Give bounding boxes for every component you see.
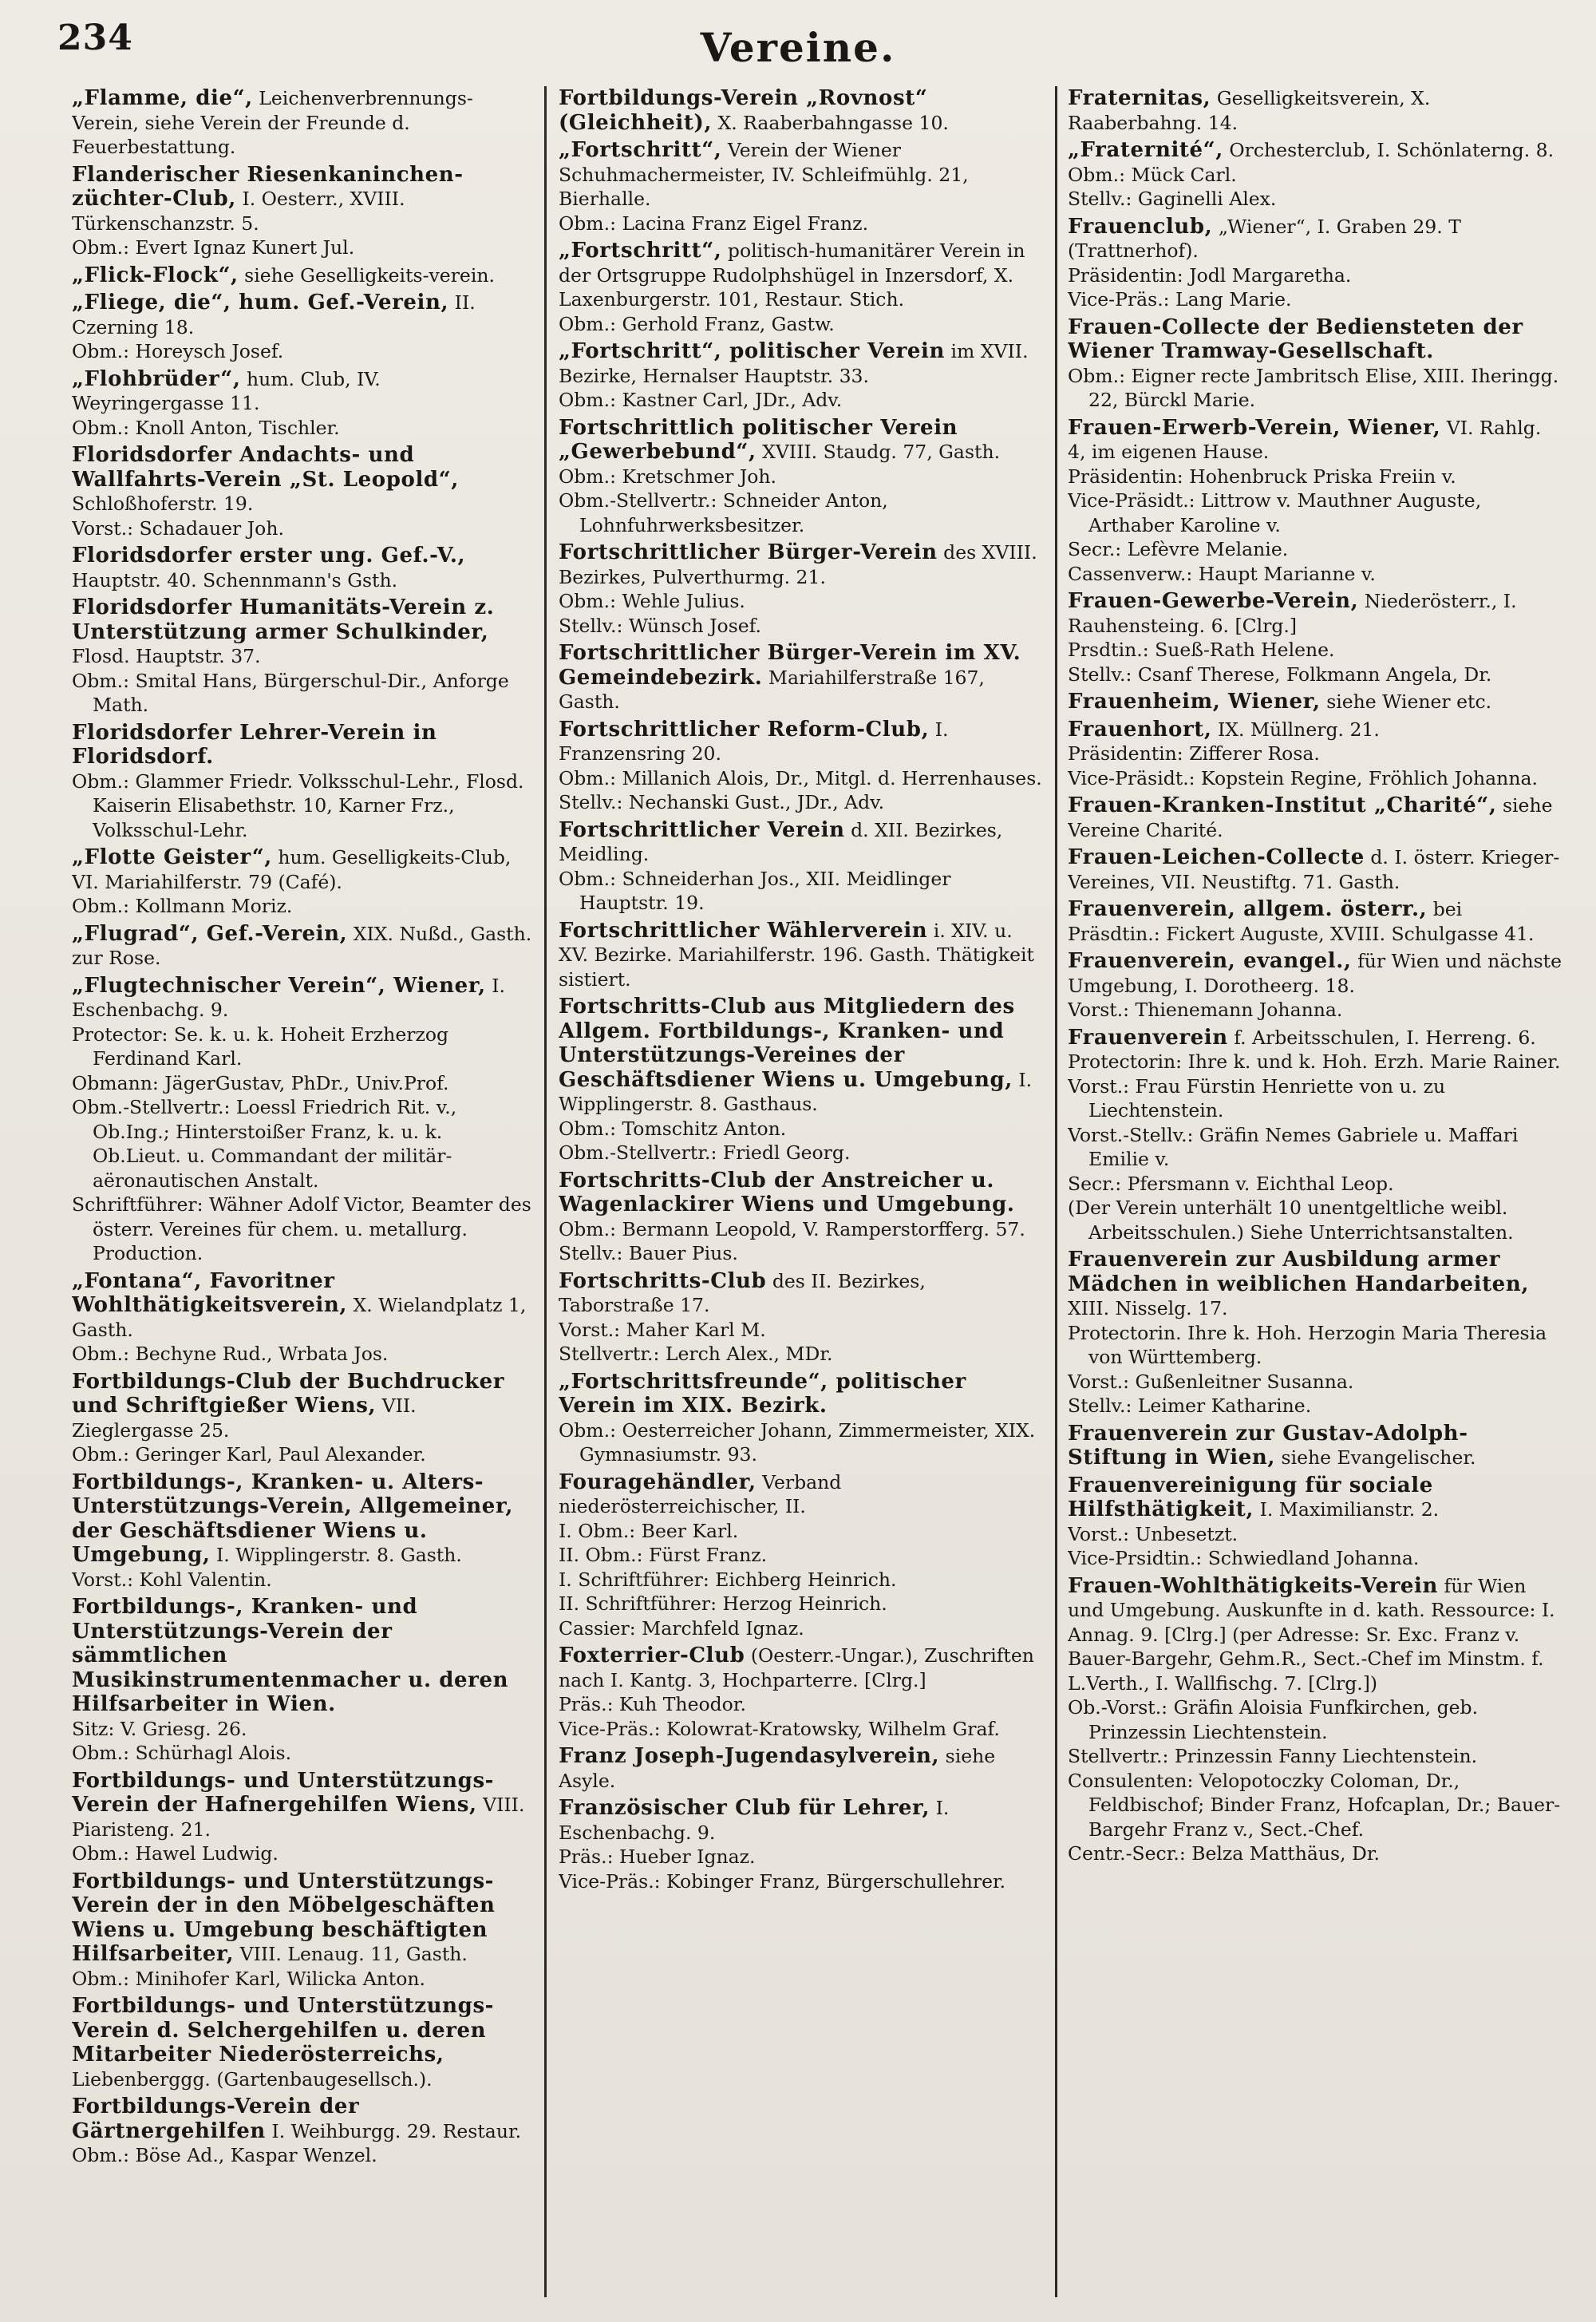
- entry-title: Fortschritts-Club: [559, 1268, 767, 1293]
- entry-title: Fortschrittlicher Verein: [559, 817, 845, 842]
- directory-entry: [1068, 315, 1562, 413]
- entry-officer-line: Vorst.: Unbesetzt.: [1068, 1522, 1238, 1545]
- entry-officer-line: Vorst.: Frau Fürstin Henriette von u. zu Liechtenstein.: [1068, 1074, 1446, 1121]
- entry-address: I. Weihburgg. 29. Restaur.: [271, 2119, 522, 2142]
- entry-officer-line: Obm.-Stellvertr.: Friedl Georg.: [559, 1141, 851, 1164]
- entry-officer-line: Protectorin: Ihre k. und k. Hoh. Erzh. Marie Rainer.: [1068, 1050, 1561, 1073]
- directory-entry: [72, 1370, 535, 1467]
- directory-entry: [1068, 1248, 1562, 1418]
- entry-title: Frauen-Wohlthätigkeits-Verein: [1068, 1573, 1439, 1598]
- entry-address: im XVII. Bezirke, Hernalser Hauptstr. 33.: [559, 340, 1029, 387]
- directory-entry: [559, 1470, 1045, 1641]
- entry-title: Fortbildungs-, Kranken- und Unterstützungs-Verein der sämmtlichen Musikinstrumentenmacher u. deren Hilfsarbeiter in Wien.: [72, 1595, 509, 1716]
- entry-address: I. Eschenbachg. 9.: [72, 974, 506, 1021]
- entry-title: Fortschrittlicher Reform-Club,: [559, 717, 930, 742]
- column-2: [559, 86, 1045, 2305]
- column-divider: [544, 86, 547, 2297]
- directory-entry: [72, 291, 535, 364]
- entry-title: „Flugrad“, Gef.-Verein,: [72, 921, 348, 946]
- directory-entry: [72, 845, 535, 919]
- entry-address: I. Oesterr., XVIII. Türkenschanzstr. 5.: [72, 188, 405, 235]
- column-1: [72, 86, 535, 2305]
- entry-title: Frauen-Kranken-Institut „Charité“,: [1068, 793, 1497, 817]
- entry-officer-line: Vorst.-Stellv.: Gräfin Nemes Gabriele u. Maffari Emilie v.: [1068, 1123, 1519, 1170]
- entry-address: VII. Zieglergasse 25.: [72, 1394, 417, 1442]
- entry-address: Schloßhoferstr. 19.: [72, 492, 254, 515]
- entry-title: Frauenverein zur Gustav-Adolph-Stiftung in Wien,: [1068, 1421, 1468, 1470]
- entry-title: Fortbildungs- und Unterstützungs-Verein d. Selchergehilfen u. deren Mitarbeiter Niederösterreichs,: [72, 1994, 495, 2067]
- entry-title: Fortbildungs-, Kranken- u. Alters-Unterstützungs-Verein, Allgemeiner, der Geschäftsdiener Wiens u. Umgebung,: [72, 1470, 514, 1567]
- entry-officer-line: Schriftführer: Wähner Adolf Victor, Beamter des österr. Vereines für chem. u. metallurg. Production.: [72, 1193, 531, 1264]
- entry-title: Franz Joseph-Jugendasylverein,: [559, 1744, 940, 1768]
- directory-entry: [559, 818, 1045, 916]
- entry-title: Fortschritts-Club der Anstreicher u. Wagenlackirer Wiens und Umgebung.: [559, 1168, 1015, 1216]
- entry-title: Foxterrier-Club: [559, 1644, 745, 1667]
- entry-title: Fraternitas,: [1068, 86, 1211, 110]
- directory-entry: [1068, 1026, 1562, 1245]
- entry-address: VIII. Piaristeng. 21.: [72, 1794, 525, 1841]
- entry-address: hum. Club, IV. Weyringergasse 11.: [72, 367, 381, 414]
- directory-entry: [559, 1796, 1045, 1893]
- entry-title: Floridsdorfer Humanitäts-Verein z. Unterstützung armer Schulkinder,: [72, 595, 495, 644]
- entry-title: Fortschrittlicher Wählerverein: [559, 918, 928, 943]
- directory-entry: [559, 919, 1045, 992]
- entry-officer-line: Obm.: Bermann Leopold, V. Ramperstorfferg. 57.: [559, 1217, 1025, 1240]
- entry-officer-line: Obm.: Geringer Karl, Paul Alexander.: [72, 1443, 426, 1466]
- entry-address: siehe Evangelischer.: [1281, 1446, 1476, 1469]
- entry-officer-line: Obm.: Glammer Friedr. Volksschul-Lehr., Flosd. Kaiserin Elisabethstr. 10, Karner Frz., Volksschul-Lehr.: [72, 769, 524, 841]
- entry-title: „Flotte Geister“,: [72, 845, 272, 869]
- directory-entry: [72, 1470, 535, 1592]
- entry-title: Floridsdorfer erster ung. Gef.-V.,: [72, 544, 466, 568]
- entry-title: Fouragehändler,: [559, 1470, 757, 1494]
- entry-address: siehe Wiener etc.: [1326, 690, 1492, 713]
- entry-officer-line: Obm.: Kollmann Moriz.: [72, 895, 293, 917]
- directory-entry: [1068, 949, 1562, 1023]
- directory-entry: [559, 641, 1045, 714]
- page-header: Vereine.: [700, 24, 896, 71]
- directory-entry: [1068, 690, 1562, 714]
- entry-title: „Fontana“, Favoritner Wohlthätigkeitsverein,: [72, 1268, 348, 1317]
- entry-address: „Wiener“, I. Graben 29. T (Trattnerhof).: [1068, 215, 1461, 262]
- entry-title: Fortbildungs- und Unterstützungs-Verein der in den Möbelgeschäften Wiens u. Umgebung beschäftigten Hilfsarbeiter,: [72, 1869, 496, 1966]
- entry-officer-line: Präsidentin: Jodl Margaretha.: [1068, 263, 1352, 287]
- entry-address: Orchesterclub, I. Schönlaterng. 8.: [1229, 139, 1555, 161]
- entry-officer-line: Obm.: Kastner Carl, JDr., Adv.: [559, 389, 843, 411]
- entry-title: Fortschrittlicher Bürger-Verein: [559, 540, 938, 564]
- entry-address: (Oesterr.-Ungar.), Zuschriften nach I. Kantg. 3, Hochparterre. [Clrg.]: [559, 1644, 1034, 1691]
- entry-officer-line: Obm.: Tomschitz Anton.: [559, 1117, 787, 1140]
- entry-officer-line: Obm.-Stellvertr.: Schneider Anton, Lohnfuhrwerksbesitzer.: [559, 489, 888, 536]
- entry-address: XIII. Nisselg. 17.: [1068, 1297, 1228, 1319]
- entry-address: Verband niederösterreichischer, II.: [559, 1470, 842, 1517]
- entry-officer-line: Stellv.: Wünsch Josef.: [559, 614, 761, 637]
- entry-title: Fortschrittlicher Bürger-Verein im XV. Gemeindebezirk.: [559, 641, 1021, 690]
- entry-officer-line: Protectorin. Ihre k. Hoh. Herzogin Maria Theresia von Württemberg.: [1068, 1321, 1547, 1368]
- entry-officer-line: Stellv.: Leimer Katharine.: [1068, 1394, 1312, 1417]
- directory-entry: [559, 718, 1045, 815]
- entry-officer-line: Obm.: Knoll Anton, Tischler.: [72, 416, 340, 439]
- entry-title: Fortbildungs- und Unterstützungs-Verein der Hafnergehilfen Wiens,: [72, 1768, 495, 1817]
- entry-title: Frauenvereinigung für sociale Hilfsthätigkeit,: [1068, 1473, 1433, 1521]
- entry-officer-line: Obm.: Schürhagl Alois.: [72, 1742, 292, 1764]
- directory-entry: [559, 1370, 1045, 1467]
- entry-officer-line: Präs.: Hueber Ignaz.: [559, 1845, 756, 1868]
- entry-title: „Flugtechnischer Verein“, Wiener,: [72, 973, 486, 998]
- directory-entry: [1068, 718, 1562, 791]
- entry-officer-line: Obm.-Stellvertr.: Loessl Friedrich Rit. v., Ob.Ing.; Hinterstoißer Franz, k. u. k. Ob.Lieut. u. Commandant der militär-aëronautischen Anstalt.: [72, 1096, 457, 1192]
- entry-title: Frauen-Leichen-Collecte: [1068, 845, 1365, 869]
- entry-officer-line: I. Obm.: Beer Karl.: [559, 1519, 739, 1542]
- entry-title: „Flamme, die“,: [72, 86, 253, 110]
- entry-address: Leichenverbrennungs-Verein, siehe Verein der Freunde d. Feuerbestattung.: [72, 87, 473, 158]
- entry-officer-line: Vorst.: Schadauer Joh.: [72, 516, 284, 540]
- entry-address: X. Raaberbahngasse 10.: [717, 111, 949, 134]
- entry-officer-line: Vice-Prsidtin.: Schwiedland Johanna.: [1068, 1547, 1420, 1569]
- page-number: 234: [57, 18, 133, 58]
- entry-address: für Wien und nächste Umgebung, I. Dorotheerg. 18.: [1068, 950, 1562, 997]
- entry-title: Fortschrittlich politischer Verein „Gewerbebund“,: [559, 415, 958, 464]
- entry-address: für Wien und Umgebung. Auskunfte in d. kath. Ressource: I. Annag. 9. [Clrg.] (per Adresse: Sr. Exc. Franz v. Bauer-Bargehr, Gehm.R., Sect.-Chef im Minstm. f. L.Verth., I. Wallfischg. 7. [Clrg.]): [1068, 1574, 1555, 1695]
- directory-entry: [1068, 1574, 1562, 1866]
- entry-officer-line: Vice-Präs.: Kolowrat-Kratowsky, Wilhelm Graf.: [559, 1717, 1000, 1740]
- directory-entry: [72, 974, 535, 1266]
- entry-officer-line: Obm.: Hawel Ludwig.: [72, 1842, 279, 1865]
- entry-officer-line: Obm.: Gerhold Franz, Gastw.: [559, 312, 835, 335]
- entry-address: politisch-humanitärer Verein in der Ortsgruppe Rudolphshügel in Inzersdorf, X. Laxenburgerstr. 101, Restaur. Stich.: [559, 239, 1025, 311]
- entry-address: i. XIV. u. XV. Bezirke. Mariahilferstr. 196. Gasth. Thätigkeit sistiert.: [559, 919, 1034, 991]
- directory-entry: [72, 1869, 535, 1992]
- entry-address: XIX. Nußd., Gasth. zur Rose.: [72, 922, 532, 969]
- entry-title: Fortbildungs-Verein „Rovnost“ (Gleichheit),: [559, 86, 928, 135]
- directory-entry: [559, 995, 1045, 1165]
- entry-officer-line: Stellv.: Nechanski Gust., JDr., Adv.: [559, 791, 885, 813]
- directory-entry: [72, 367, 535, 441]
- directory-entry: [1068, 86, 1562, 135]
- entry-title: Frauen-Erwerb-Verein, Wiener,: [1068, 415, 1441, 440]
- entry-title: Frauen-Collecte der Bediensteten der Wiener Tramway-Gesellschaft.: [1068, 314, 1523, 363]
- entry-officer-line: Vorst.: Thienemann Johanna.: [1068, 999, 1343, 1021]
- entry-title: „Flohbrüder“,: [72, 366, 241, 391]
- directory-entry: [72, 1769, 535, 1866]
- entry-address: II. Czerning 18.: [72, 291, 476, 338]
- entry-address: XVIII. Staudg. 77, Gasth.: [762, 441, 1001, 463]
- entry-title: Fortbildungs-Verein der Gärtnergehilfen: [72, 2095, 360, 2143]
- entry-title: Frauenheim, Wiener,: [1068, 690, 1321, 714]
- column-divider: [1055, 86, 1057, 2297]
- entry-address: Verein der Wiener Schuhmachermeister, IV. Schleifmühlg. 21, Bierhalle.: [559, 139, 969, 210]
- entry-address: Geselligkeitsverein, X. Raaberbahng. 14.: [1068, 87, 1431, 134]
- entry-officer-line: Präs.: Kuh Theodor.: [559, 1693, 746, 1715]
- entry-address: Niederösterr., I. Rauhensteing. 6. [Clrg.]: [1068, 590, 1517, 637]
- entry-title: „Fraternité“,: [1068, 138, 1223, 162]
- entry-officer-line: Vorst.: Gußenleitner Susanna.: [1068, 1370, 1354, 1393]
- entry-officer-line: Centr.-Secr.: Belza Matthäus, Dr.: [1068, 1842, 1380, 1865]
- directory-entry: [72, 2095, 535, 2168]
- entry-officer-line: Stellv.: Csanf Therese, Folkmann Angela, Dr.: [1068, 663, 1492, 686]
- directory-entry: [559, 239, 1045, 336]
- entry-title: Frauen-Gewerbe-Verein,: [1068, 589, 1359, 613]
- directory-entry: [559, 138, 1045, 235]
- entry-officer-line: Obm.: Kretschmer Joh.: [559, 465, 777, 488]
- entry-address: siehe Vereine Charité.: [1068, 794, 1553, 841]
- column-3: [1068, 86, 1562, 2305]
- directory-entry: [1068, 897, 1562, 946]
- directory-entry: [72, 922, 535, 971]
- entry-title: „Fortschritt“, politischer Verein: [559, 339, 946, 363]
- entry-title: Flanderischer Riesenkaninchen-züchter-Club,: [72, 162, 464, 211]
- directory-entry: [559, 1169, 1045, 1266]
- entry-title: Floridsdorfer Andachts- und Wallfahrts-Verein „St. Leopold“,: [72, 443, 459, 492]
- entry-officer-line: Präsidentin: Hohenbruck Priska Freiin v.: [1068, 465, 1456, 488]
- directory-entry: [72, 163, 535, 260]
- entry-title: Fortschritts-Club aus Mitgliedern des Allgem. Fortbildungs-, Kranken- und Unterstützungs-Vereines der Geschäftsdiener Wiens u. Umgebung,: [559, 995, 1015, 1092]
- entry-officer-line: Vorst.: Kohl Valentin.: [72, 1568, 272, 1591]
- entry-officer-line: II. Schriftführer: Herzog Heinrich.: [559, 1592, 887, 1615]
- entry-address: Liebenberggg. (Gartenbaugesellsch.).: [72, 2067, 433, 2091]
- directory-entry: [72, 1994, 535, 2091]
- entry-address: d. I. österr. Krieger-Vereines, VII. Neustiftg. 71. Gasth.: [1068, 846, 1560, 893]
- entry-address: des XVIII. Bezirkes, Pulverthurmg. 21.: [559, 541, 1037, 588]
- entry-officer-line: Obm.: Smital Hans, Bürgerschul-Dir., Anforge Math.: [72, 669, 509, 716]
- entry-officer-line: Ob.-Vorst.: Gräfin Aloisia Funfkirchen, geb. Prinzessin Liechtenstein.: [1068, 1696, 1479, 1743]
- entry-officer-line: Obm.: Schneiderhan Jos., XII. Meidlinger Hauptstr. 19.: [559, 867, 951, 914]
- directory-entry: [1068, 845, 1562, 894]
- entry-address: siehe Asyle.: [559, 1745, 996, 1792]
- entry-officer-line: Vice-Präsidt.: Kopstein Regine, Fröhlich Johanna.: [1068, 766, 1538, 789]
- entry-officer-line: Präsidentin: Zifferer Rosa.: [1068, 742, 1320, 765]
- directory-entry: [559, 540, 1045, 638]
- entry-address: bei: [1432, 898, 1463, 920]
- entry-title: „Fliege, die“, hum. Gef.-Verein,: [72, 291, 449, 314]
- directory-entry: [72, 443, 535, 540]
- entry-address: d. XII. Bezirkes, Meidling.: [559, 818, 1003, 865]
- entry-address: I. Franzensring 20.: [559, 718, 949, 765]
- directory-entry: [1068, 1422, 1562, 1470]
- entry-address: IX. Müllnerg. 21.: [1218, 718, 1380, 741]
- directory-entry: [559, 1744, 1045, 1793]
- entry-title: „Fortschritt“,: [559, 239, 722, 263]
- directory-entry: [1068, 589, 1562, 686]
- entry-officer-line: Protector: Se. k. u. k. Hoheit Erzherzog Ferdinand Karl.: [72, 1023, 449, 1070]
- entry-officer-line: Prsdtin.: Sueß-Rath Helene.: [1068, 639, 1335, 661]
- entry-officer-line: (Der Verein unterhält 10 unentgeltliche weibl. Arbeitsschulen.) Siehe Unterrichtsanstalten.: [1068, 1197, 1514, 1244]
- directory-entry: [1068, 1474, 1562, 1571]
- entry-officer-line: Vice-Präs.: Lang Marie.: [1068, 288, 1292, 311]
- directory-entry: [72, 1269, 535, 1367]
- entry-officer-line: Consulenten: Velopotoczky Coloman, Dr., Feldbischof; Binder Franz, Hofcaplan, Dr.; Bauer-Bargehr Franz v., Sect.-Chef.: [1068, 1769, 1561, 1841]
- entry-officer-line: Stellv.: Bauer Pius.: [559, 1242, 738, 1264]
- entry-address: I. Eschenbachg. 9.: [559, 1797, 950, 1844]
- entry-officer-line: Obm.: Wehle Julius.: [559, 590, 745, 612]
- directory-entry: [72, 86, 535, 160]
- entry-address: Hauptstr. 40. Schennmann's Gsth.: [72, 568, 398, 591]
- entry-officer-line: Secr.: Lefèvre Melanie.: [1068, 538, 1289, 560]
- entry-officer-line: Vorst.: Maher Karl M.: [559, 1318, 766, 1341]
- entry-title: Frauenclub,: [1068, 214, 1213, 239]
- entry-address: Flosd. Hauptstr. 37.: [72, 645, 261, 667]
- entry-officer-line: Sitz: V. Griesg. 26.: [72, 1717, 247, 1740]
- entry-address: I. Wipplingerstr. 8. Gasthaus.: [559, 1068, 1033, 1115]
- entry-title: Frauenverein zur Ausbildung armer Mädchen in weiblichen Handarbeiten,: [1068, 1248, 1529, 1296]
- entry-officer-line: Präsdtin.: Fickert Auguste, XVIII. Schulgasse 41.: [1068, 922, 1535, 945]
- entry-address: des II. Bezirkes, Taborstraße 17.: [559, 1269, 926, 1316]
- entry-officer-line: Obm.: Horeysch Josef.: [72, 340, 284, 362]
- entry-officer-line: Obm.: Bechyne Rud., Wrbata Jos.: [72, 1343, 389, 1365]
- entry-address: I. Maximilianstr. 2.: [1259, 1498, 1440, 1521]
- entry-officer-line: Stellvertr.: Lerch Alex., MDr.: [559, 1343, 833, 1365]
- entry-address: siehe Geselligkeits-verein.: [244, 263, 495, 287]
- entry-officer-line: Cassier: Marchfeld Ignaz.: [559, 1616, 804, 1640]
- directory-entry: [1068, 416, 1562, 587]
- entry-title: Frauenverein, allgem. österr.,: [1068, 897, 1428, 921]
- entry-officer-line: Obm.: Minihofer Karl, Wilicka Anton.: [72, 1967, 426, 1990]
- entry-title: Floridsdorfer Lehrer-Verein in Floridsdorf.: [72, 720, 437, 769]
- directory-entry: [559, 1269, 1045, 1367]
- entry-officer-line: Obmann: JägerGustav, PhDr., Univ.Prof.: [72, 1071, 449, 1094]
- entry-officer-line: Cassenverw.: Haupt Marianne v.: [1068, 562, 1376, 585]
- entry-officer-line: Obm.: Mück Carl.: [1068, 163, 1237, 186]
- entry-title: Frauenverein: [1068, 1025, 1228, 1050]
- entry-officer-line: Obm.: Böse Ad., Kaspar Wenzel.: [72, 2144, 377, 2166]
- entry-address: I. Wipplingerstr. 8. Gasth.: [216, 1544, 462, 1566]
- entry-address: VIII. Lenaug. 11, Gasth.: [239, 1943, 468, 1965]
- entry-title: Fortbildungs-Club der Buchdrucker und Schriftgießer Wiens,: [72, 1369, 505, 1418]
- entry-officer-line: Obm.: Lacina Franz Eigel Franz.: [559, 212, 869, 235]
- directory-entry: [559, 86, 1045, 135]
- entry-address: X. Wielandplatz 1, Gasth.: [72, 1294, 527, 1341]
- directory-entry: [72, 263, 535, 288]
- entry-address: f. Arbeitsschulen, I. Herreng. 6.: [1234, 1026, 1536, 1049]
- entry-officer-line: Obm.: Eigner recte Jambritsch Elise, XIII. Iheringg. 22, Bürckl Marie.: [1068, 364, 1559, 411]
- directory-entry: [72, 1595, 535, 1766]
- entry-address: Mariahilferstraße 167, Gasth.: [559, 666, 985, 713]
- entry-title: Frauenhort,: [1068, 717, 1212, 742]
- entry-title: Frauenverein, evangel.,: [1068, 949, 1352, 973]
- entry-officer-line: Obm.: Evert Ignaz Kunert Jul.: [72, 236, 355, 259]
- entry-officer-line: Stellvertr.: Prinzessin Fanny Liechtenstein.: [1068, 1745, 1478, 1767]
- entry-title: Französischer Club für Lehrer,: [559, 1796, 930, 1820]
- entry-address: VI. Rahlg. 4, im eigenen Hause.: [1068, 416, 1542, 463]
- entry-address: hum. Geselligkeits-Club, VI. Mariahilferstr. 79 (Café).: [72, 846, 512, 893]
- directory-entry: [1068, 215, 1562, 312]
- directory-entry: [559, 339, 1045, 413]
- entry-title: „Fortschritt“,: [559, 138, 722, 162]
- directory-entry: [72, 595, 535, 718]
- entry-title: „Flick-Flock“,: [72, 263, 239, 287]
- directory-entry: [559, 416, 1045, 538]
- directory-entry: [72, 544, 535, 592]
- entry-officer-line: Secr.: Pfersmann v. Eichthal Leop.: [1068, 1172, 1394, 1195]
- entry-officer-line: Stellv.: Gaginelli Alex.: [1068, 188, 1277, 210]
- directory-entry: [72, 721, 535, 843]
- entry-officer-line: Vice-Präsidt.: Littrow v. Mauthner Auguste, Arthaber Karoline v.: [1068, 489, 1482, 536]
- directory-entry: [1068, 138, 1562, 212]
- entry-officer-line: Obm.: Oesterreicher Johann, Zimmermeister, XIX. Gymnasiumstr. 93.: [559, 1418, 1036, 1466]
- entry-officer-line: I. Schriftführer: Eichberg Heinrich.: [559, 1568, 897, 1591]
- entry-officer-line: II. Obm.: Fürst Franz.: [559, 1544, 768, 1566]
- entry-title: „Fortschrittsfreunde“, politischer Verein im XIX. Bezirk.: [559, 1369, 966, 1418]
- entry-officer-line: Obm.: Millanich Alois, Dr., Mitgl. d. Herrenhauses.: [559, 766, 1042, 789]
- directory-entry: [1068, 793, 1562, 842]
- directory-entry: [559, 1644, 1045, 1741]
- entry-officer-line: Vice-Präs.: Kobinger Franz, Bürgerschullehrer.: [559, 1869, 1006, 1893]
